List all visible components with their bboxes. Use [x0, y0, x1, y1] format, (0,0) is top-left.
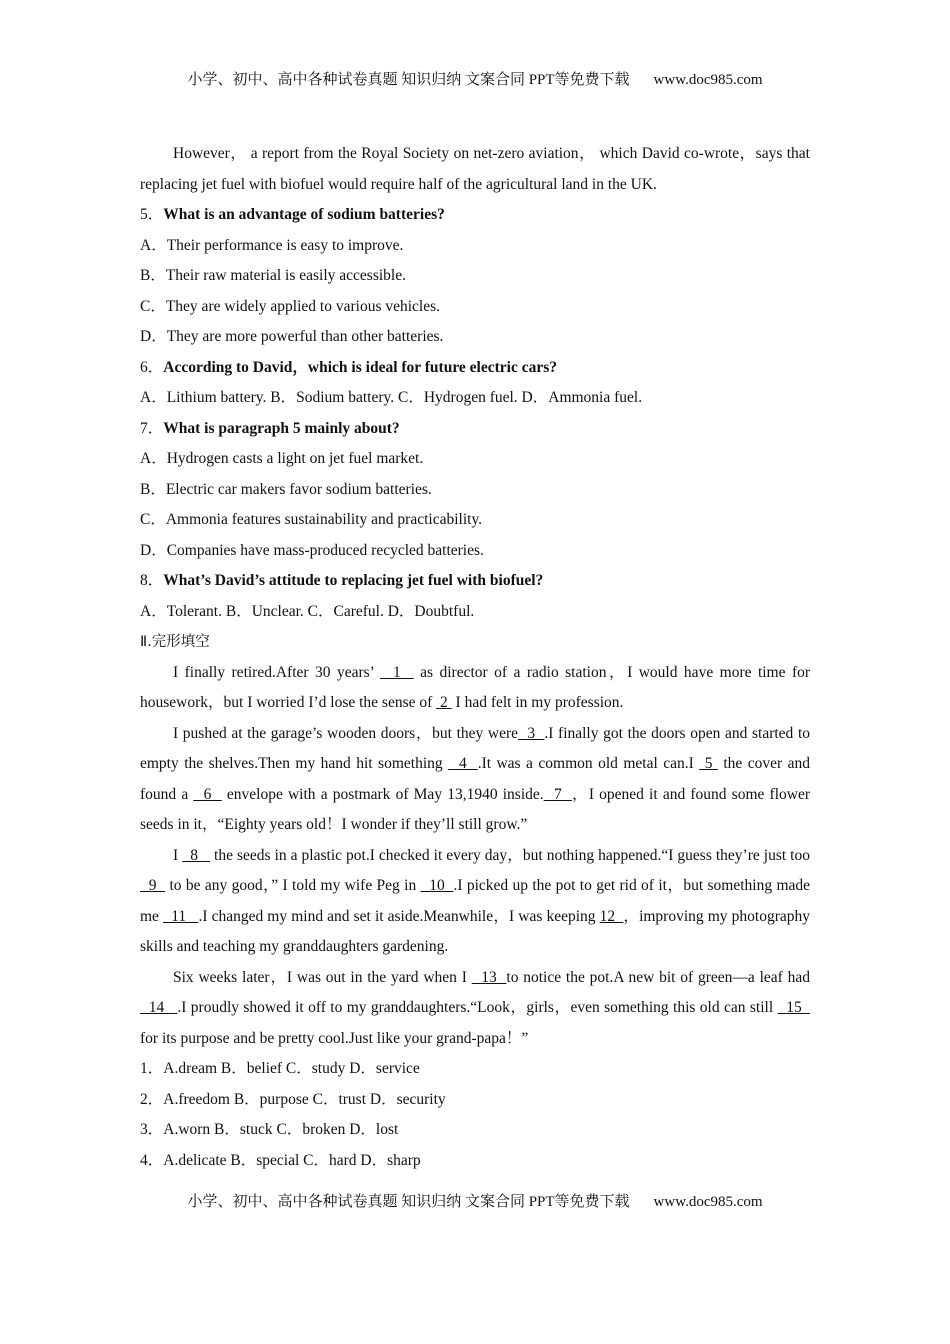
- cloze-paragraph: [140, 658, 810, 719]
- cloze-option-row: 2．A.freedom B．purpose C．trust D．security: [140, 1090, 446, 1108]
- header-url: www.doc985.com: [653, 72, 763, 88]
- answer-option: C．They are widely applied to various vehicles.: [140, 297, 441, 315]
- cloze-blank: 11: [163, 907, 199, 925]
- paragraph-text: .I changed my mind and set it aside.Meanwhile，I was keeping: [198, 907, 600, 925]
- answer-option: A．Lithium battery. B．Sodium battery. C．Hydrogen fuel. D．Ammonia fuel.: [140, 389, 643, 406]
- cloze-blank: 9: [140, 877, 166, 894]
- paragraph-text: envelope with a postmark of May 13,1940 inside.: [221, 785, 544, 803]
- section-title: Ⅱ.完形填空: [140, 634, 210, 650]
- footer-text: 小学、初中、高中各种试卷真题 知识归纳 文案合同 PPT等免费下载: [187, 1194, 630, 1210]
- cloze-blank: 8: [182, 846, 211, 864]
- question-number: 8．: [140, 572, 164, 589]
- answer-option: A．Their performance is easy to improve.: [140, 236, 404, 254]
- question-number: 7．: [140, 419, 164, 437]
- cloze-blank: 12: [599, 907, 624, 925]
- question-8: [140, 566, 810, 597]
- cloze-paragraph: [140, 841, 810, 963]
- paragraph-text: I pushed at the garage’s wooden doors，but they were: [173, 724, 519, 742]
- cloze-option-row: 1．A.dream B．belief C．study D．service: [140, 1060, 420, 1077]
- paragraph-text: I had felt in my profession.: [451, 694, 624, 711]
- paragraph-text: I: [173, 846, 183, 864]
- cloze-blank: 14: [140, 999, 178, 1016]
- answer-option: B．Electric car makers favor sodium batteries.: [140, 480, 432, 498]
- paragraph-text: for its purpose and be pretty cool.Just like your grand-papa！”: [140, 1029, 529, 1047]
- question-text: What is an advantage of sodium batteries?: [163, 206, 445, 223]
- cloze-blank: 3: [518, 724, 545, 742]
- cloze-paragraph: [140, 963, 810, 1055]
- cloze-blank: 1: [380, 663, 414, 681]
- document-body: [140, 139, 810, 1176]
- paragraph-text: .I finally got the doors open and started to empty the shelves.Then my hand hit something: [140, 724, 810, 772]
- answer-option: B．Their raw material is easily accessible.: [140, 267, 406, 284]
- cloze-blank: 7: [543, 785, 573, 803]
- question-6: [140, 353, 810, 384]
- cloze-blank: 13: [471, 968, 507, 986]
- question-text: What is paragraph 5 mainly about?: [163, 419, 400, 437]
- footer-url: www.doc985.com: [653, 1194, 763, 1210]
- question-5: [140, 200, 810, 231]
- cloze-option-row: 4．A.delicate B．special C．hard D．sharp: [140, 1151, 421, 1169]
- answer-option: A．Hydrogen casts a light on jet fuel market.: [140, 450, 424, 467]
- cloze-option-row: 3．A.worn B．stuck C．broken D．lost: [140, 1121, 399, 1138]
- cloze-blank: 2: [436, 694, 452, 711]
- cloze-paragraph: [140, 719, 810, 841]
- paragraph-text: .I picked up the pot to get rid of it，but something made me: [140, 877, 811, 925]
- answer-option: C．Ammonia features sustainability and practicability.: [140, 511, 483, 528]
- paragraph-text: ，improving my photography skills and teaching my granddaughters gardening.: [140, 907, 810, 955]
- cloze-blank: 5: [699, 755, 718, 772]
- answer-option: A．Tolerant. B．Unclear. C．Careful. D．Doubtful.: [140, 602, 475, 620]
- paragraph-text: the seeds in a plastic pot.I checked it every day，but nothing happened.“I guess they’re just too: [210, 846, 810, 864]
- header-text: 小学、初中、高中各种试卷真题 知识归纳 文案合同 PPT等免费下载: [187, 72, 630, 88]
- cloze-blank: 10: [420, 877, 454, 894]
- paragraph-text: However， a report from the Royal Society on net-zero aviation， which David co-wrote，says that replacing jet fuel with biofuel would require half of the agricultural land in the UK.: [140, 145, 810, 193]
- paragraph-text: the cover and found a: [140, 755, 811, 803]
- question-text: What’s David’s attitude to replacing jet fuel with biofuel?: [163, 572, 544, 589]
- page-footer: [0, 1190, 950, 1211]
- question-number: 5．: [140, 206, 164, 223]
- paragraph-text: I finally retired.After 30 years’: [173, 663, 381, 681]
- page-header: [0, 68, 950, 89]
- cloze-blank: 15: [777, 999, 810, 1016]
- paragraph-text: to notice the pot.A new bit of green—a leaf had: [506, 968, 811, 986]
- paragraph-text: as director of a radio station，I would have more time for housework，but I worried I’d lose the sense of: [140, 663, 811, 711]
- paragraph-text: .It was a common old metal can.I: [477, 755, 700, 772]
- question-number: 6．: [140, 358, 164, 376]
- paragraph-text: to be any good，” I told my wife Peg in: [165, 877, 421, 894]
- question-7: [140, 414, 810, 445]
- cloze-blank: 4: [448, 755, 478, 772]
- answer-option: D．Companies have mass-produced recycled batteries.: [140, 541, 484, 559]
- cloze-blank: 6: [193, 785, 222, 803]
- paragraph-text: Six weeks later，I was out in the yard when I: [173, 968, 472, 986]
- intro-paragraph: [140, 139, 810, 200]
- question-text: According to David，which is ideal for future electric cars?: [163, 358, 558, 376]
- paragraph-text: .I proudly showed it off to my granddaughters.“Look，girls，even something this old can still: [177, 999, 778, 1016]
- answer-option: D．They are more powerful than other batteries.: [140, 328, 444, 345]
- paragraph-text: ，I opened it and found some flower seeds in it，“Eighty years old！I wonder if they’ll still grow.”: [140, 785, 810, 833]
